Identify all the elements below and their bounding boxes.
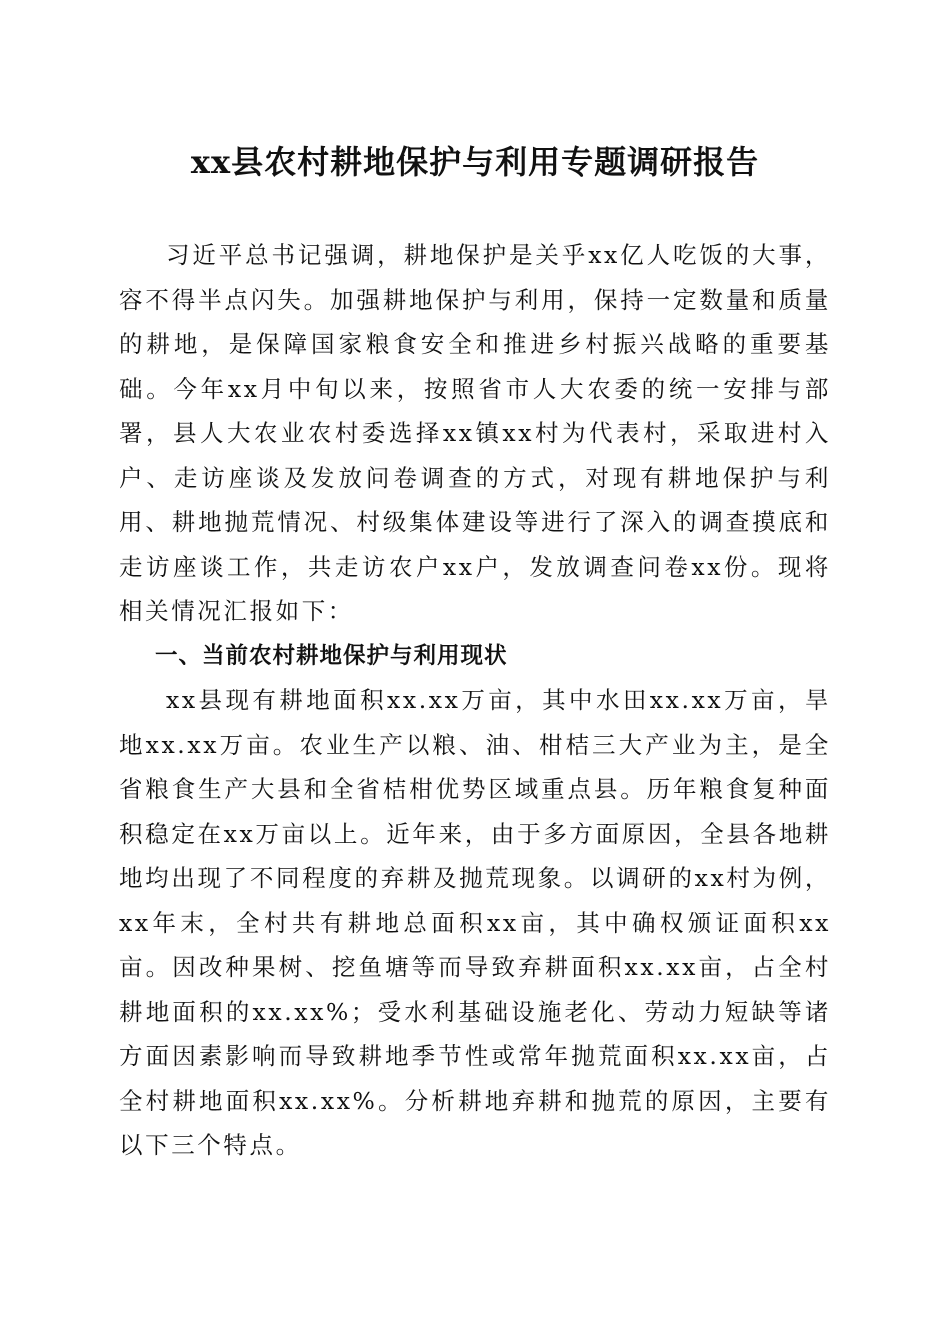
document-body xyxy=(119,233,831,1168)
status-paragraph: xx县现有耕地面积xx.xx万亩，其中水田xx.xx万亩，旱地xx.xx万亩。农业生产以粮、油、柑桔三大产业为主，是全省粮食生产大县和全省桔柑优势区域重点县。历年粮食复种面积稳定在xx万亩以上。近年来，由于多方面原因，全县各地耕地均出现了不同程度的弃耕及抛荒现象。以调研的xx村为例，xx年末，全村共有耕地总面积xx亩，其中确权颁证面积xx亩。因改种果树、挖鱼塘等而导致弃耕面积xx.xx亩，占全村耕地面积的xx.xx%；受水利基础设施老化、劳动力短缺等诸方面因素影响而导致耕地季节性或常年抛荒面积xx.xx亩，占全村耕地面积xx.xx%。分析耕地弃耕和抛荒的原因，主要有以下三个特点。 xyxy=(119,686,831,1159)
document-title: xx县农村耕地保护与利用专题调研报告 xyxy=(190,143,760,181)
section-heading: 一、当前农村耕地保护与利用现状 xyxy=(155,642,508,669)
intro-paragraph: 习近平总书记强调，耕地保护是关乎xx亿人吃饭的大事，容不得半点闪失。加强耕地保护与利用，保持一定数量和质量的耕地，是保障国家粮食安全和推进乡村振兴战略的重要基础。今年xx月中旬以来，按照省市人大农委的统一安排与部署，县人大农业农村委选择xx镇xx村为代表村，采取进村入户、走访座谈及发放问卷调查的方式，对现有耕地保护与利用、耕地抛荒情况、村级集体建设等进行了深入的调查摸底和走访座谈工作，共走访农户xx户，发放调查问卷xx份。现将相关情况汇报如下： xyxy=(119,241,831,625)
